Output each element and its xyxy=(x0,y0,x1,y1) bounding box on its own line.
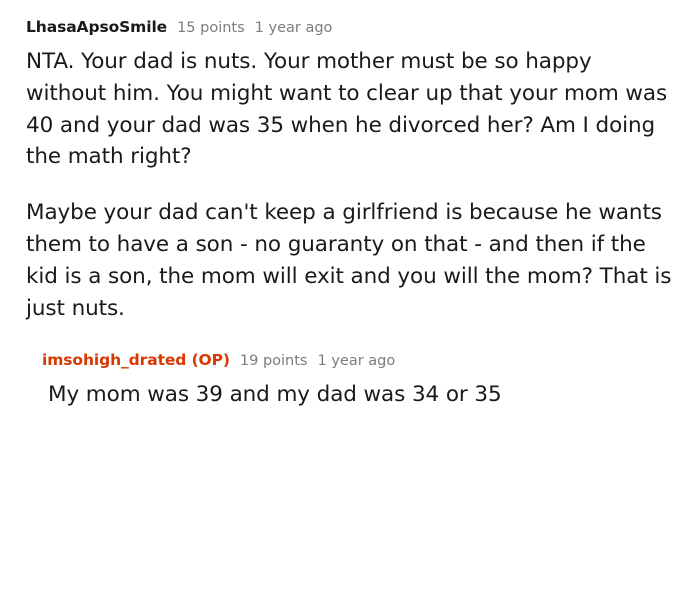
comment-points: 15 points xyxy=(177,20,245,36)
comment-reply xyxy=(26,351,676,411)
comment-paragraph: Maybe your dad can't keep a girlfriend is because he wants them to have a son - no guaranty on that - and then if the kid is a son, the mom will exit and you will the mom? That is just nuts. xyxy=(26,200,672,321)
comment-top-level xyxy=(26,18,676,325)
comment-header xyxy=(42,351,676,369)
comment-body xyxy=(42,379,676,411)
comment-timestamp: 1 year ago xyxy=(317,352,396,369)
comment-timestamp: 1 year ago xyxy=(254,20,333,36)
comment-author[interactable]: imsohigh_drated (OP) xyxy=(42,350,230,369)
comment-author[interactable]: LhasaApsoSmile xyxy=(26,18,168,36)
comment-points: 19 points xyxy=(239,352,308,369)
comment-paragraph: My mom was 39 and my dad was 34 or 35 xyxy=(48,381,502,407)
comment-header xyxy=(26,18,676,36)
comment-paragraph: NTA. Your dad is nuts. Your mother must be so happy without him. You might want to clear up that your mom was 40 and your dad was 35 when he divorced her? Am I doing the math right? xyxy=(26,49,668,170)
comment-body xyxy=(26,46,676,325)
